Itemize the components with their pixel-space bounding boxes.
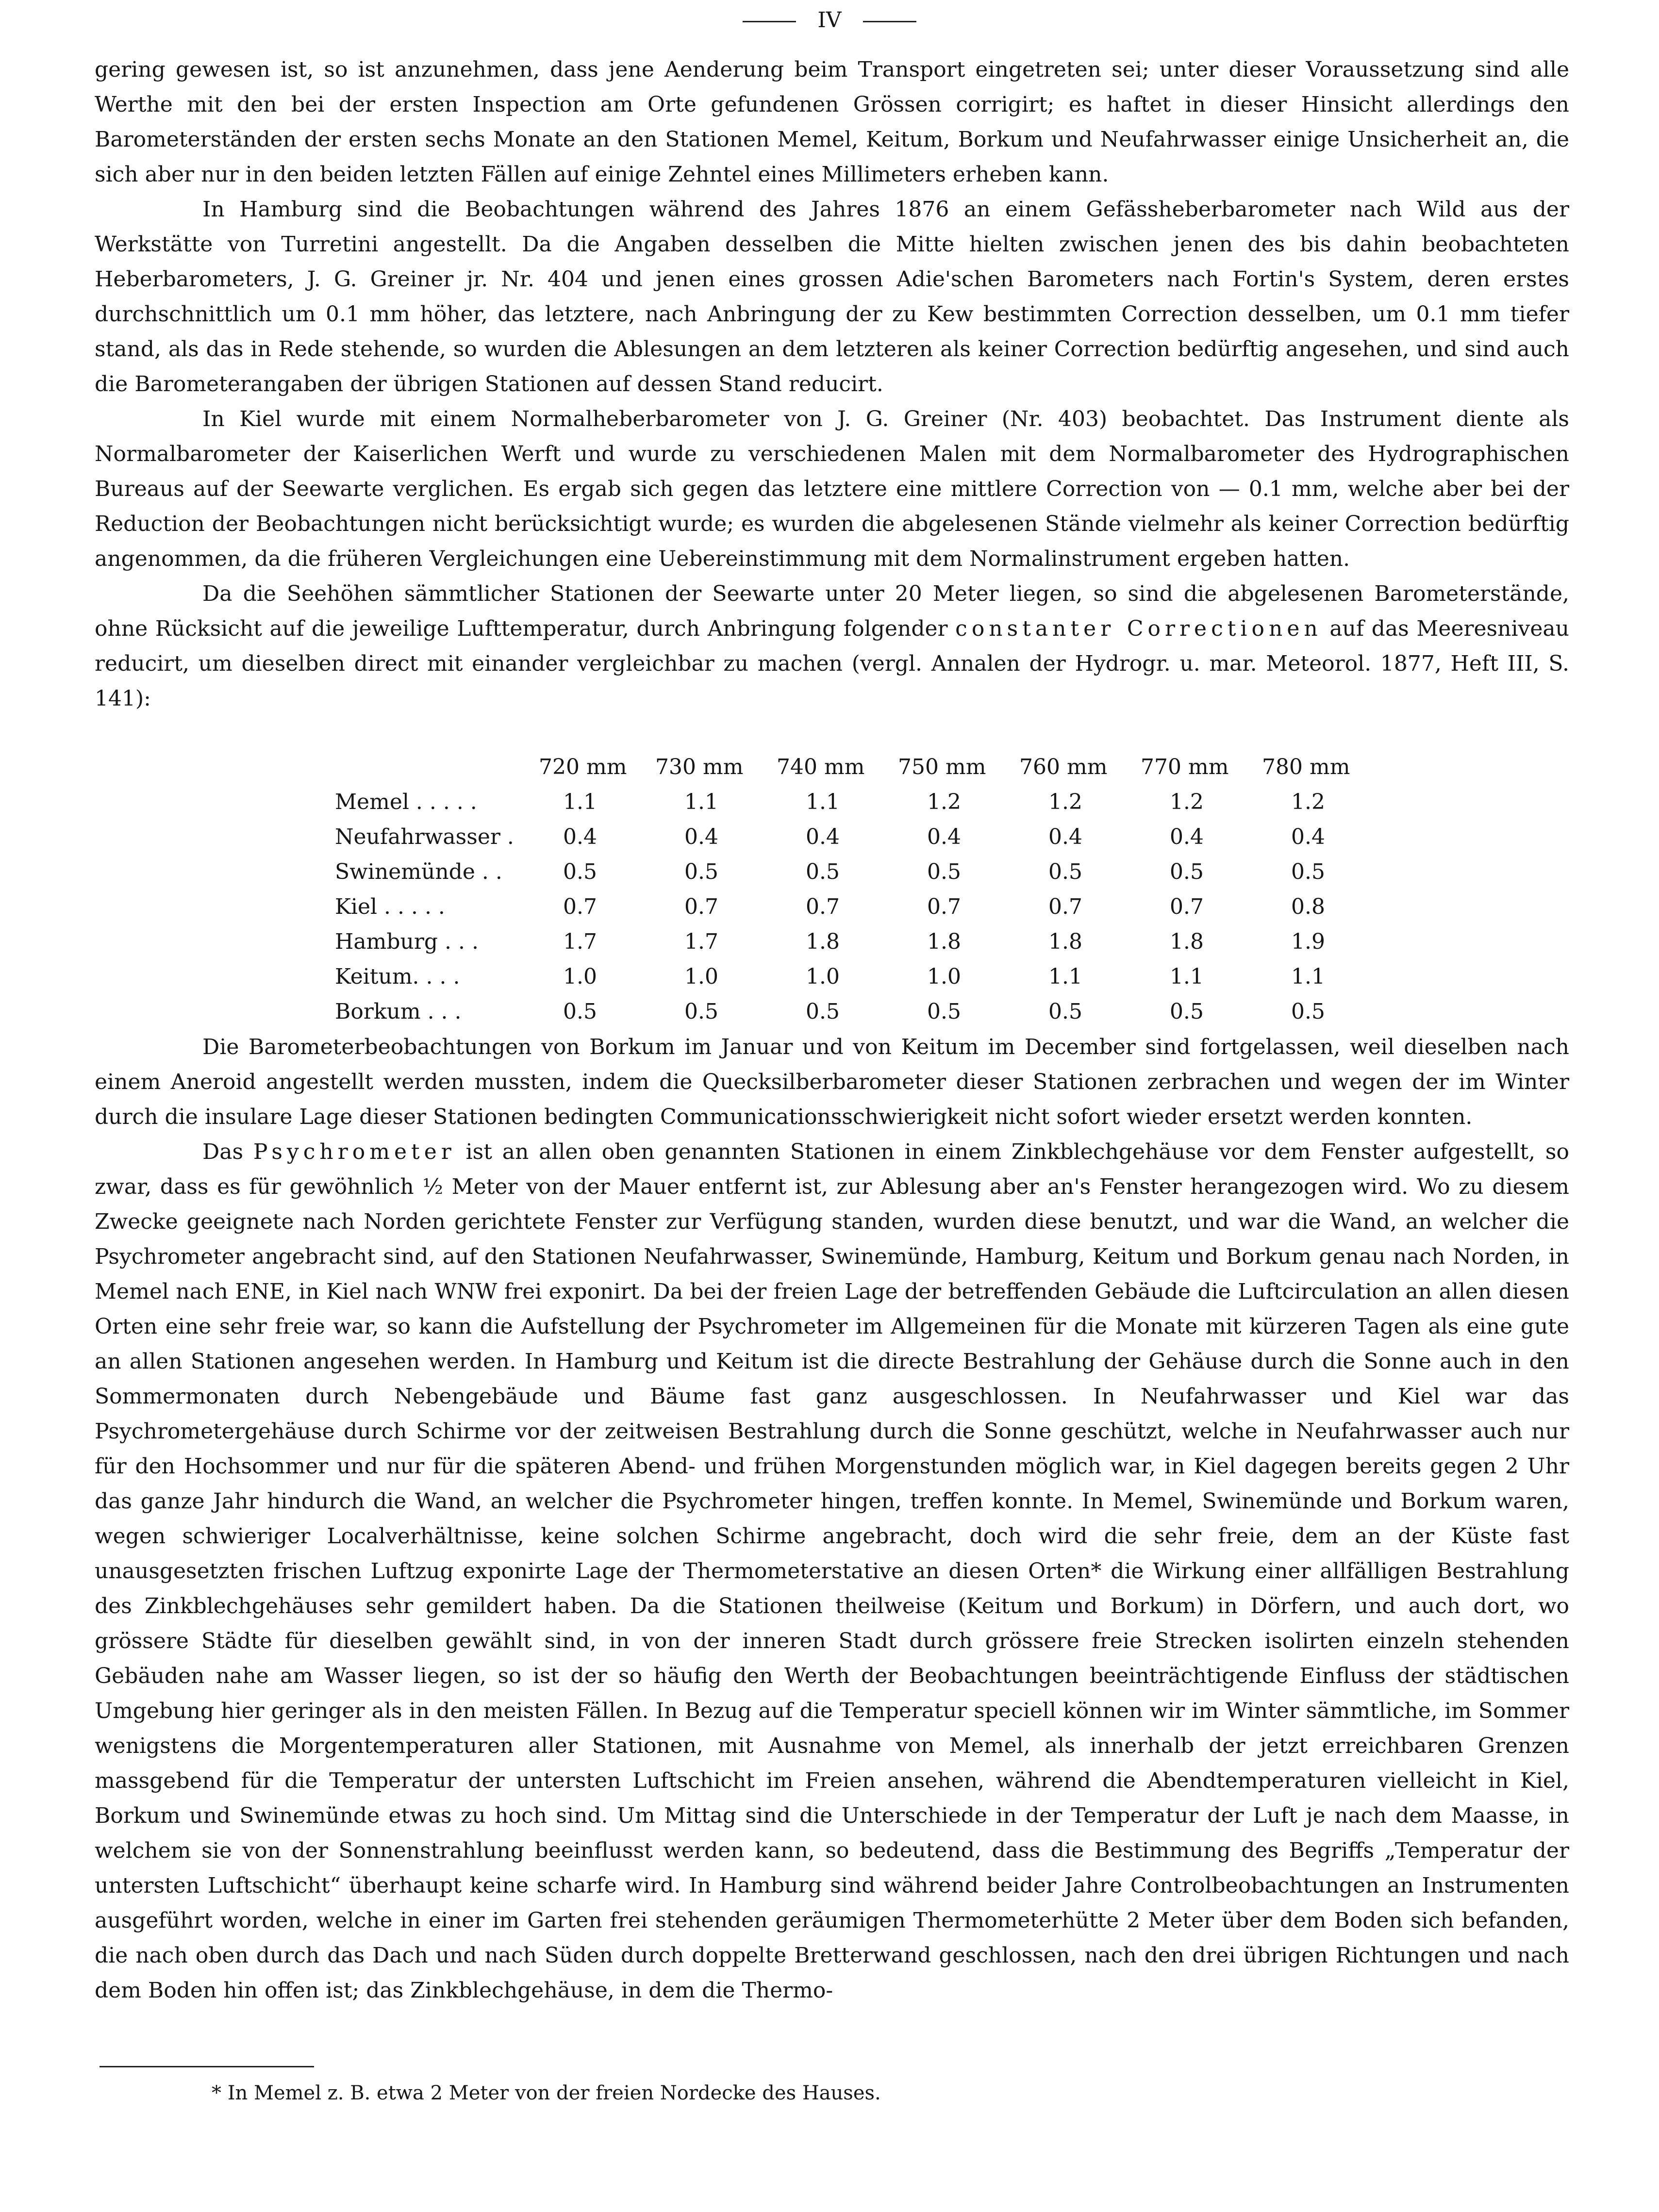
body-text-bottom	[95, 1030, 1569, 2008]
table-cell: 0.4	[806, 825, 840, 849]
table-cell: 0.5	[563, 859, 597, 884]
paragraph-2: In Hamburg sind die Beobachtungen während des Jahres 1876 an einem Gefässheberbarometer nach Wild aus der Werkstätte von Turretini angestellt. Da die Angaben desselben die Mitte hielten zwischen jenen des bis dahin beobachteten Heberbarometers, J. G. Greiner jr. Nr. 404 und jenen eines grossen Adie'schen Barometers nach Fortin's System, deren erstes durchschnittlich um 0.1 mm höher, das letztere, nach Anbringung der zu Kew bestimmten Correction desselben, um 0.1 mm tiefer stand, als das in Rede stehende, so wurden die Ablesungen an dem letzteren als keiner Correction bedürftig angesehen, und sind auch die Barometerangaben der übrigen Stationen auf dessen Stand reducirt.	[95, 197, 1569, 396]
table-cell: 0.5	[927, 859, 961, 884]
paragraph-4	[95, 577, 1569, 716]
station-label: Swinemünde . .	[335, 859, 502, 884]
column-header: 750 mm	[898, 755, 986, 779]
column-header: 740 mm	[777, 755, 865, 779]
table-cell: 1.1	[1291, 964, 1325, 989]
paragraph-3: In Kiel wurde mit einem Normalheberbarometer von J. G. Greiner (Nr. 403) beobachtet. Das Instrument diente als Normalbarometer der Kaiserlichen Werft und wurde zu verschiedenen Malen mit dem Normalbarometer des Hydrographischen Bureaus auf der Seewarte verglichen. Es ergab sich gegen das letztere eine mittlere Correction von — 0.1 mm, welche aber bei der Reduction der Beobachtungen nicht berücksichtigt wurde; es wurden die abgelesenen Stände vielmehr als keiner Correction bedürftig angenommen, da die früheren Vergleichungen eine Uebereinstimmung mit dem Normalinstrument ergeben hatten.	[95, 407, 1569, 571]
station-label: Kiel . . . . .	[335, 894, 445, 919]
paragraph-6-start: Das	[202, 1139, 244, 1164]
table-cell: 0.4	[1291, 825, 1325, 849]
table-cell: 1.1	[1048, 964, 1082, 989]
station-label: Memel . . . . .	[335, 790, 477, 814]
page-number: IV	[817, 8, 842, 33]
station-label: Borkum . . .	[335, 999, 462, 1024]
table-cell: 1.0	[563, 964, 597, 989]
table-cell: 1.7	[563, 929, 597, 954]
table-cell: 1.1	[1170, 964, 1204, 989]
table-cell: 1.1	[806, 790, 840, 814]
paragraph-6	[95, 1135, 1569, 2008]
column-header: 730 mm	[655, 755, 744, 779]
table-cell: 0.5	[1048, 999, 1082, 1024]
header-rule-right	[863, 21, 916, 22]
table-cell: 0.5	[563, 999, 597, 1024]
table-cell: 1.8	[806, 929, 840, 954]
table-cell: 0.4	[927, 825, 961, 849]
table-cell: 0.5	[684, 859, 718, 884]
column-header: 720 mm	[539, 755, 627, 779]
table-cell: 1.0	[684, 964, 718, 989]
paragraph-4-emphasis: constanter Correctionen	[955, 616, 1322, 641]
paragraph-1: gering gewesen ist, so ist anzunehmen, dass jene Aenderung beim Transport eingetreten sei; unter dieser Voraussetzung sind alle Werthe mit den bei der ersten Inspection am Orte gefundenen Grössen corrigirt; es haftet in dieser Hinsicht allerdings den Barometerständen der ersten sechs Monate an den Stationen Memel, Keitum, Borkum und Neufahrwasser einige Unsicherheit an, die sich aber nur in den beiden letzten Fällen auf einige Zehntel eines Millimeters erheben kann.	[95, 57, 1569, 187]
paragraph-4-start: Da die Seehöhen sämmtlicher Stationen der Seewarte unter 20 Meter liegen, so sind die abgelesenen Barometerstände, ohne Rücksicht auf die jeweilige Lufttemperatur, durch Anbringung folgender	[95, 581, 1569, 641]
body-text-top	[95, 52, 1569, 716]
table-cell: 1.2	[1048, 790, 1082, 814]
table-cell: 0.7	[1170, 894, 1204, 919]
paragraph-6-emphasis: Psychrometer	[253, 1139, 456, 1164]
header-rule-left	[743, 21, 796, 22]
table-cell: 0.8	[1291, 894, 1325, 919]
table-cell: 1.2	[927, 790, 961, 814]
table-cell: 1.7	[684, 929, 718, 954]
table-cell: 0.5	[927, 999, 961, 1024]
table-cell: 0.5	[806, 859, 840, 884]
table-cell: 0.5	[1170, 999, 1204, 1024]
paragraph-5: Die Barometerbeobachtungen von Borkum im Januar und von Keitum im December sind fortgelassen, weil dieselben nach einem Aneroid angestellt werden mussten, indem die Quecksilberbarometer dieser Stationen zerbrachen und wegen der im Winter durch die insulare Lage dieser Stationen bedingten Communicationsschwierigkeit nicht sofort wieder ersetzt werden konnten.	[95, 1035, 1569, 1129]
page-header	[0, 6, 1659, 35]
table-cell: 1.2	[1291, 790, 1325, 814]
table-cell: 0.7	[1048, 894, 1082, 919]
table-cell: 0.7	[806, 894, 840, 919]
table-cell: 0.5	[1170, 859, 1204, 884]
table-cell: 0.7	[927, 894, 961, 919]
table-cell: 1.8	[1170, 929, 1204, 954]
station-label: Keitum. . . .	[335, 964, 460, 989]
table-cell: 1.1	[563, 790, 597, 814]
table-cell: 0.7	[684, 894, 718, 919]
table-cell: 1.0	[927, 964, 961, 989]
table-cell: 0.4	[563, 825, 597, 849]
table-cell: 0.4	[684, 825, 718, 849]
table-cell: 1.0	[806, 964, 840, 989]
table-cell: 0.4	[1170, 825, 1204, 849]
table-cell: 0.5	[1291, 999, 1325, 1024]
table-cell: 1.2	[1170, 790, 1204, 814]
table-cell: 1.8	[927, 929, 961, 954]
table-cell: 0.5	[1291, 859, 1325, 884]
column-header: 780 mm	[1262, 755, 1350, 779]
table-cell: 0.5	[684, 999, 718, 1024]
footnote-divider	[100, 2066, 314, 2067]
column-header: 760 mm	[1019, 755, 1108, 779]
table-cell: 1.9	[1291, 929, 1325, 954]
footnote: * In Memel z. B. etwa 2 Meter von der freien Nordecke des Hauses.	[212, 2082, 881, 2104]
table-cell: 1.1	[684, 790, 718, 814]
table-cell: 0.5	[806, 999, 840, 1024]
paragraph-6-end: ist an allen oben genannten Stationen in einem Zinkblechgehäuse vor dem Fenster aufgestellt, so zwar, dass es für gewöhnlich ½ Meter von der Mauer entfernt ist, zur Ablesung aber an's Fenster herangezogen wird. Wo zu diesem Zwecke geeignete nach Norden gerichtete Fenster zur Verfügung standen, wurden diese benutzt, und war die Wand, an welcher die Psychrometer angebracht sind, auf den Stationen Neufahrwasser, Swinemünde, Hamburg, Keitum und Borkum genau nach Norden, in Memel nach ENE, in Kiel nach WNW frei exponirt. Da bei der freien Lage der betreffenden Gebäude die Luftcirculation an allen diesen Orten eine sehr freie war, so kann die Aufstellung der Psychrometer im Allgemeinen für die Monate mit kürzeren Tagen als eine gute an allen Stationen angesehen werden. In Hamburg und Keitum ist die directe Bestrahlung der Gehäuse durch die Sonne auch in den Sommermonaten durch Nebengebäude und Bäume fast ganz ausgeschlossen. In Neufahrwasser und Kiel war das Psychrometergehäuse durch Schirme vor der zeitweisen Bestrahlung durch die Sonne geschützt, welche in Neufahrwasser auch nur für den Hochsommer und nur für die späteren Abend- und frühen Morgenstunden möglich war, in Kiel dagegen bereits gegen 2 Uhr das ganze Jahr hindurch die Wand, an welcher die Psychrometer hingen, treffen konnte. In Memel, Swinemünde und Borkum waren, wegen schwieriger Localverhältnisse, keine solchen Schirme angebracht, doch wird die sehr freie, dem an der Küste fast unausgesetzten frischen Luftzug exponirte Lage der Thermometerstative an diesen Orten* die Wirkung einer allfälligen Bestrahlung des Zinkblechgehäuses sehr gemildert haben. Da die Stationen theilweise (Keitum und Borkum) in Dörfern, und auch dort, wo grössere Städte für dieselben gewählt sind, in von der inneren Stadt durch grössere freie Strecken isolirten einzeln stehenden Gebäuden nahe am Wasser liegen, so ist der so häufig den Werth der Beobachtungen beeinträchtigende Einfluss der städtischen Umgebung hier geringer als in den meisten Fällen. In Bezug auf die Temperatur speciell können wir im Winter sämmtliche, im Sommer wenigstens die Morgentemperaturen aller Stationen, mit Ausnahme von Memel, als innerhalb der jetzt erreichbaren Grenzen massgebend für die Temperatur der untersten Luftschicht im Freien ansehen, während die Abendtemperaturen vielleicht in Kiel, Borkum und Swinemünde etwas zu hoch sind. Um Mittag sind die Unterschiede in der Temperatur der Luft je nach dem Maasse, in welchem sie von der Sonnenstrahlung beeinflusst werden kann, so bedeutend, dass die Bestimmung des Begriffs „Temperatur der untersten Luftschicht“ überhaupt keine scharfe wird. In Hamburg sind während beider Jahre Controlbeobachtungen an Instrumenten ausgeführt worden, welche in einer im Garten frei stehenden geräumigen Thermometerhütte 2 Meter über dem Boden sich befanden, die nach oben durch das Dach und nach Süden durch doppelte Bretterwand geschlossen, nach den drei übrigen Richtungen und nach dem Boden hin offen ist; das Zinkblechgehäuse, in dem die Thermo-	[95, 1139, 1569, 2003]
table-cell: 0.7	[563, 894, 597, 919]
table-cell: 1.8	[1048, 929, 1082, 954]
paragraph-4-end: auf das Meeresniveau reducirt, um dieselben direct mit einander vergleichbar zu machen (vergl. Annalen der Hydrogr. u. mar. Meteorol. 1877, Heft III, S. 141):	[95, 616, 1570, 711]
table-cell: 0.4	[1048, 825, 1082, 849]
station-label: Neufahrwasser .	[335, 825, 514, 849]
column-header: 770 mm	[1141, 755, 1229, 779]
station-label: Hamburg . . .	[335, 929, 479, 954]
table-cell: 0.5	[1048, 859, 1082, 884]
